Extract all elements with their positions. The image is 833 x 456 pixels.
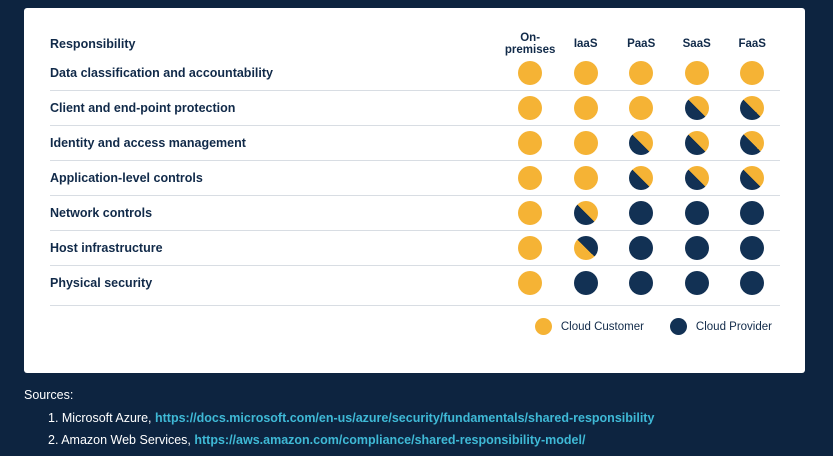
table-row	[50, 266, 780, 301]
legend-label-customer: Cloud Customer	[560, 320, 644, 333]
responsibility-cell	[613, 161, 669, 196]
responsibility-cell	[502, 196, 558, 231]
responsibility-cell	[558, 231, 614, 266]
responsibility-customer-icon	[574, 61, 598, 85]
responsibility-cell	[558, 196, 614, 231]
responsibility-cell	[502, 56, 558, 91]
responsibility-customer-icon	[518, 96, 542, 120]
table-row	[50, 126, 780, 161]
responsibility-label: Host infrastructure	[50, 231, 502, 266]
responsibility-provider-icon	[574, 271, 598, 295]
column-header-paas: PaaS	[627, 38, 656, 50]
column-header-saas: SaaS	[682, 38, 711, 50]
source-link[interactable]: https://aws.amazon.com/compliance/shared-responsibility-model/	[194, 433, 586, 447]
column-header-on-premises: On-premises	[504, 32, 556, 56]
source-prefix: 1. Microsoft Azure,	[48, 411, 152, 425]
table-header-row	[50, 32, 780, 56]
sources-section	[24, 388, 654, 455]
responsibility-cell	[558, 126, 614, 161]
shared-responsibility-table	[50, 32, 780, 300]
responsibility-customer-icon	[518, 236, 542, 260]
table-row	[50, 91, 780, 126]
responsibility-provider-icon	[685, 201, 709, 225]
source-prefix: 2. Amazon Web Services,	[48, 433, 191, 447]
responsibility-split-icon	[685, 96, 709, 120]
table-row	[50, 196, 780, 231]
responsibility-label: Physical security	[50, 266, 502, 301]
responsibility-cell	[613, 91, 669, 126]
responsibility-cell	[558, 91, 614, 126]
responsibility-customer-icon	[629, 96, 653, 120]
source-item	[48, 411, 654, 425]
responsibility-matrix-card	[24, 8, 805, 373]
table-row	[50, 161, 780, 196]
responsibility-cell	[724, 56, 780, 91]
responsibility-cell	[669, 91, 725, 126]
responsibility-customer-icon	[574, 166, 598, 190]
responsibility-split-icon	[685, 166, 709, 190]
responsibility-cell	[724, 91, 780, 126]
responsibility-cell	[724, 196, 780, 231]
column-header-iaas: IaaS	[573, 38, 598, 50]
responsibility-provider-icon	[685, 236, 709, 260]
responsibility-cell	[502, 231, 558, 266]
responsibility-customer-icon	[518, 271, 542, 295]
responsibility-split-icon	[685, 131, 709, 155]
responsibility-customer-icon	[518, 201, 542, 225]
legend-dot-customer-icon	[535, 318, 552, 335]
responsibility-customer-icon	[740, 61, 764, 85]
responsibility-split-icon	[740, 166, 764, 190]
responsibility-cell	[613, 266, 669, 301]
responsibility-provider-icon	[740, 236, 764, 260]
responsibility-customer-icon	[574, 96, 598, 120]
legend-item-cloud-provider	[670, 318, 772, 335]
column-header-faas: FaaS	[738, 38, 766, 50]
legend	[50, 305, 780, 335]
responsibility-cell	[502, 126, 558, 161]
responsibility-cell	[613, 231, 669, 266]
responsibility-provider-icon	[685, 271, 709, 295]
responsibility-cell	[558, 161, 614, 196]
responsibility-label: Client and end-point protection	[50, 91, 502, 126]
responsibility-split-icon	[629, 166, 653, 190]
responsibility-split-icon	[740, 96, 764, 120]
responsibility-provider-icon	[629, 236, 653, 260]
responsibility-cell	[669, 231, 725, 266]
responsibility-cell	[558, 56, 614, 91]
responsibility-cell	[502, 161, 558, 196]
responsibility-cell	[669, 196, 725, 231]
responsibility-provider-icon	[740, 271, 764, 295]
responsibility-cell	[669, 266, 725, 301]
responsibility-cell	[613, 56, 669, 91]
legend-item-cloud-customer	[535, 318, 644, 335]
responsibility-label: Identity and access management	[50, 126, 502, 161]
table-row	[50, 56, 780, 91]
table-row	[50, 231, 780, 266]
responsibility-cell	[724, 161, 780, 196]
responsibility-customer-icon	[518, 61, 542, 85]
responsibility-customer-icon	[629, 61, 653, 85]
legend-label-provider: Cloud Provider	[695, 320, 772, 333]
responsibility-cell	[502, 266, 558, 301]
source-link[interactable]: https://docs.microsoft.com/en-us/azure/security/fundamentals/shared-responsibility	[155, 411, 655, 425]
responsibility-provider-icon	[740, 201, 764, 225]
responsibility-provider-icon	[629, 271, 653, 295]
sources-list	[24, 411, 654, 447]
responsibility-customer-icon	[574, 131, 598, 155]
responsibility-cell	[669, 126, 725, 161]
responsibility-cell	[613, 126, 669, 161]
responsibility-cell	[724, 266, 780, 301]
responsibility-cell	[669, 56, 725, 91]
responsibility-cell	[669, 161, 725, 196]
responsibility-split-icon	[574, 201, 598, 225]
responsibility-cell	[558, 266, 614, 301]
responsibility-label: Application-level controls	[50, 161, 502, 196]
legend-dot-provider-icon	[670, 318, 687, 335]
responsibility-cell	[613, 196, 669, 231]
responsibility-label: Network controls	[50, 196, 502, 231]
table-body	[50, 56, 780, 300]
table-header	[50, 32, 780, 56]
sources-title: Sources:	[24, 388, 74, 402]
source-item	[48, 433, 654, 447]
responsibility-split-icon	[629, 131, 653, 155]
responsibility-customer-icon	[518, 166, 542, 190]
responsibility-split-rev-icon	[574, 236, 598, 260]
column-header-responsibility: Responsibility	[50, 37, 136, 51]
responsibility-cell	[724, 126, 780, 161]
responsibility-customer-icon	[518, 131, 542, 155]
responsibility-cell	[724, 231, 780, 266]
responsibility-customer-icon	[685, 61, 709, 85]
responsibility-provider-icon	[629, 201, 653, 225]
responsibility-cell	[502, 91, 558, 126]
responsibility-split-icon	[740, 131, 764, 155]
responsibility-label: Data classification and accountability	[50, 66, 273, 80]
